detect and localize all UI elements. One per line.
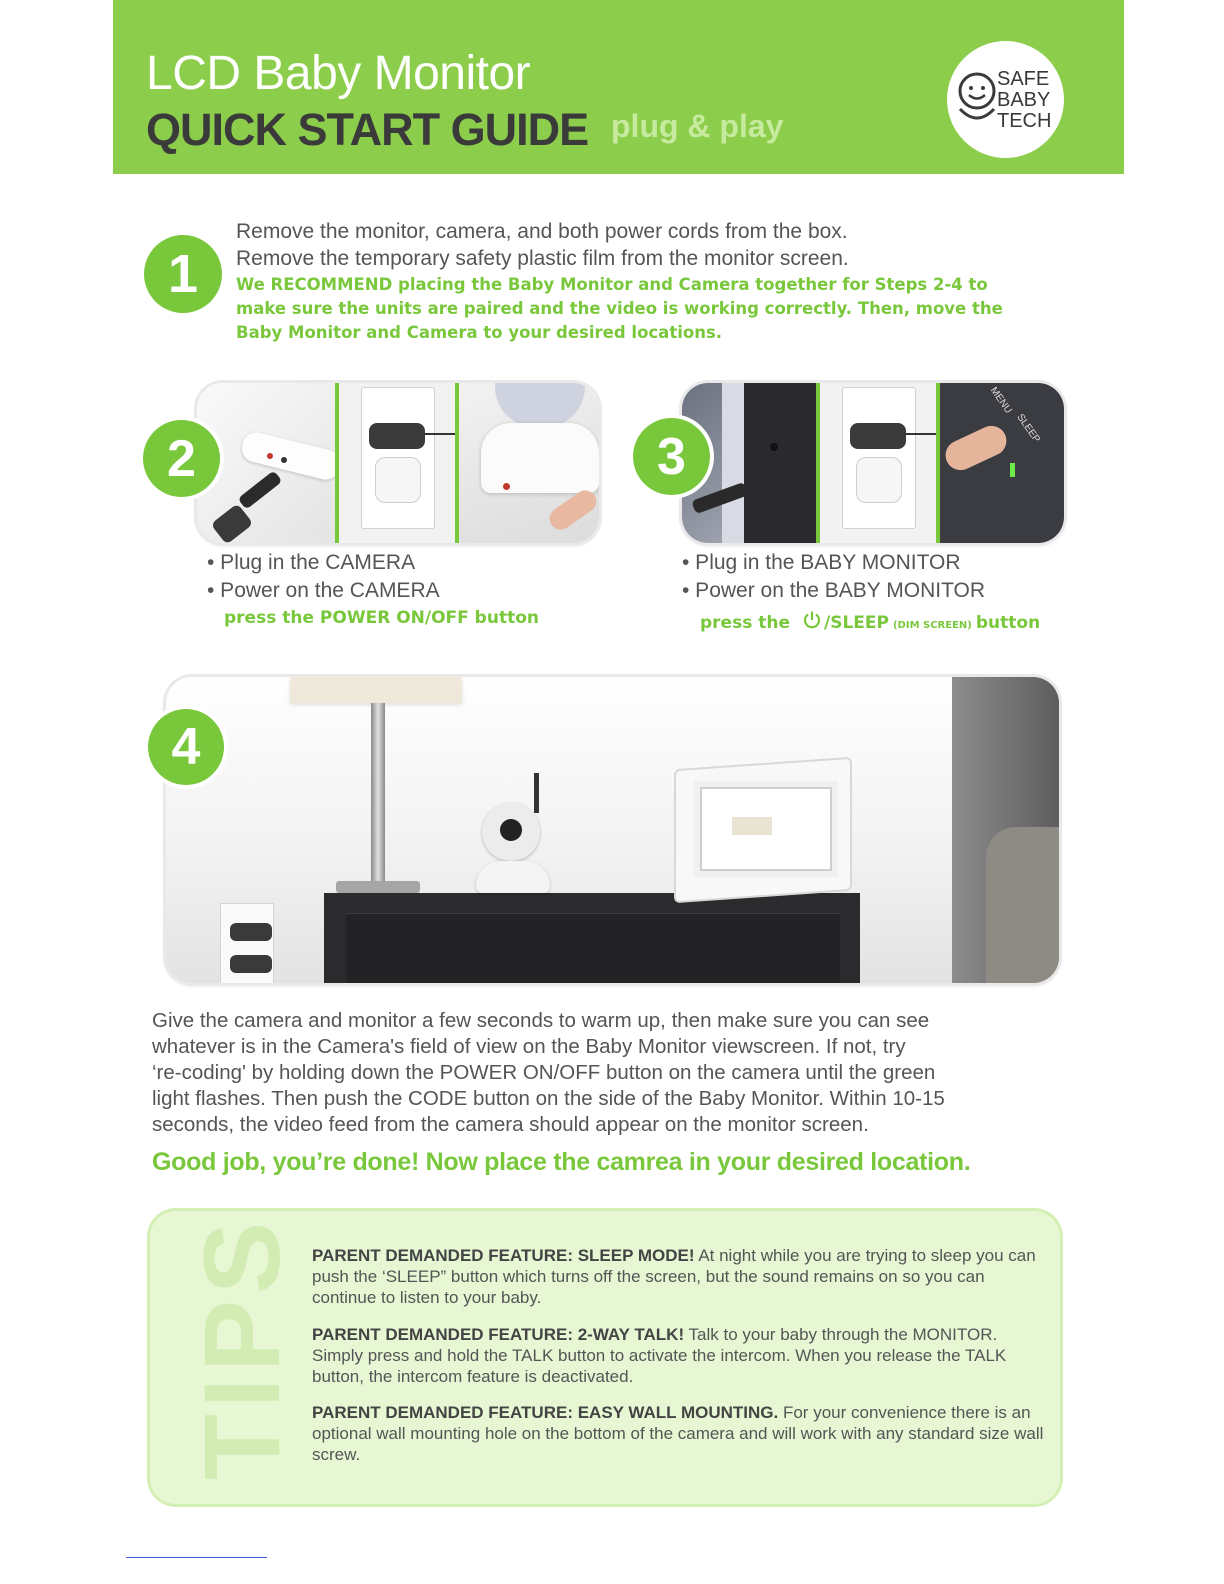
step-3-instruction-button: /SLEEP [824, 613, 889, 633]
logo-text-safe: SAFE [997, 68, 1050, 90]
step-3-instruction [700, 608, 1040, 633]
tip-3-text: For your convenience there is an optional wall mounting hole on the bottom of the camera and will work with any standard size wall screw. [312, 1403, 1044, 1464]
tagline: plug & play [611, 108, 784, 144]
step-3-bullet-1: • Plug in the BABY MONITOR [682, 551, 961, 574]
step-3-instruction-suffix: button [975, 613, 1041, 633]
footer-rule [126, 1557, 267, 1558]
tip-3-title: PARENT DEMANDED FEATURE: EASY WALL MOUNTING. [312, 1403, 779, 1422]
step-4-paragraph-line-4: light flashes. Then push the CODE button on the side of the Baby Monitor. Within 10-15 [152, 1087, 945, 1110]
step-2-bullet-2: • Power on the CAMERA [207, 579, 440, 602]
brand-logo [947, 41, 1064, 158]
tip-2-title: PARENT DEMANDED FEATURE: 2-WAY TALK! [312, 1325, 685, 1344]
step-3-bullet-2: • Power on the BABY MONITOR [682, 579, 986, 602]
lamp-base [336, 881, 420, 893]
done-message: Good job, you’re done! Now place the camrea in your desired location. [152, 1148, 971, 1176]
tip-sleep-mode [312, 1245, 1052, 1308]
photo-label-menu: MENU [987, 385, 1014, 416]
title-line-1: LCD Baby Monitor [146, 47, 531, 100]
photo-label-sleep: SLEEP [1014, 412, 1042, 445]
step-2-badge: 2 [143, 420, 220, 497]
step-4-room-photo [166, 677, 1059, 983]
step-1-recommend-3: Baby Monitor and Camera to your desired locations. [236, 323, 723, 342]
tip-wall-mounting [312, 1402, 1052, 1465]
camera-power-photo [459, 383, 599, 543]
step-4-paragraph-line-1: Give the camera and monitor a few seconds to warm up, then make sure you can see [152, 1009, 930, 1032]
logo-text-tech: TECH [997, 110, 1052, 132]
sofa [986, 827, 1059, 983]
step-4-paragraph [152, 1008, 945, 1138]
step-3-badge: 3 [633, 418, 710, 495]
step-1-line-1: Remove the monitor, camera, and both power cords from the box. [236, 220, 848, 243]
tip-2-text: Talk to your baby through the MONITOR. Simply press and hold the TALK button to activate the intercom. When you release the TALK button, the intercom feature is deactivated. [312, 1325, 1007, 1386]
step-3-instruction-prefix: press the [700, 613, 790, 633]
step-2-bullet-1: • Plug in the CAMERA [207, 551, 416, 574]
baby-face-icon [955, 69, 999, 129]
power-icon [802, 610, 822, 630]
lamp-stem [371, 703, 385, 881]
monitor-buttons-photo [940, 383, 1064, 543]
tip-1-text: At night while you are trying to sleep you can push the ‘SLEEP” button which turns off the screen, but the sound remains on so you can continue to listen to your baby. [312, 1246, 1036, 1307]
step-4-paragraph-line-3: ‘re-coding' by holding down the POWER ON/OFF button on the camera until the green [152, 1061, 936, 1084]
tips-heading: TIPS [181, 1215, 302, 1480]
step-2-photo-strip [197, 383, 599, 543]
lamp-shade [290, 677, 462, 703]
step-1-recommend-1: We RECOMMEND placing the Baby Monitor and Camera together for Steps 2-4 to [236, 275, 988, 294]
step-2-instruction: press the POWER ON/OFF button [224, 608, 539, 628]
step-1-recommend-2: make sure the units are paired and the video is working correctly. Then, move the [236, 299, 1003, 318]
step-1-line-2: Remove the temporary safety plastic film from the monitor screen. [236, 247, 849, 270]
tip-1-title: PARENT DEMANDED FEATURE: SLEEP MODE! [312, 1246, 695, 1265]
wall-outlet-photo [339, 383, 455, 543]
tip-2-way-talk [312, 1324, 1052, 1387]
step-4-paragraph-line-2: whatever is in the Camera's field of view on the Baby Monitor viewscreen. If not, try [152, 1035, 906, 1058]
step-4-paragraph-line-5: seconds, the video feed from the camera should appear on the monitor screen. [152, 1113, 869, 1136]
wall-outlet-photo-2 [820, 383, 936, 543]
logo-text-baby: BABY [997, 89, 1051, 111]
step-1-badge: 1 [144, 235, 222, 313]
step-4-badge: 4 [148, 709, 224, 785]
step-3-photo-strip [682, 383, 1064, 543]
title-line-2: QUICK START GUIDE [146, 104, 589, 155]
step-3-instruction-small: (DIM SCREEN) [892, 620, 972, 631]
